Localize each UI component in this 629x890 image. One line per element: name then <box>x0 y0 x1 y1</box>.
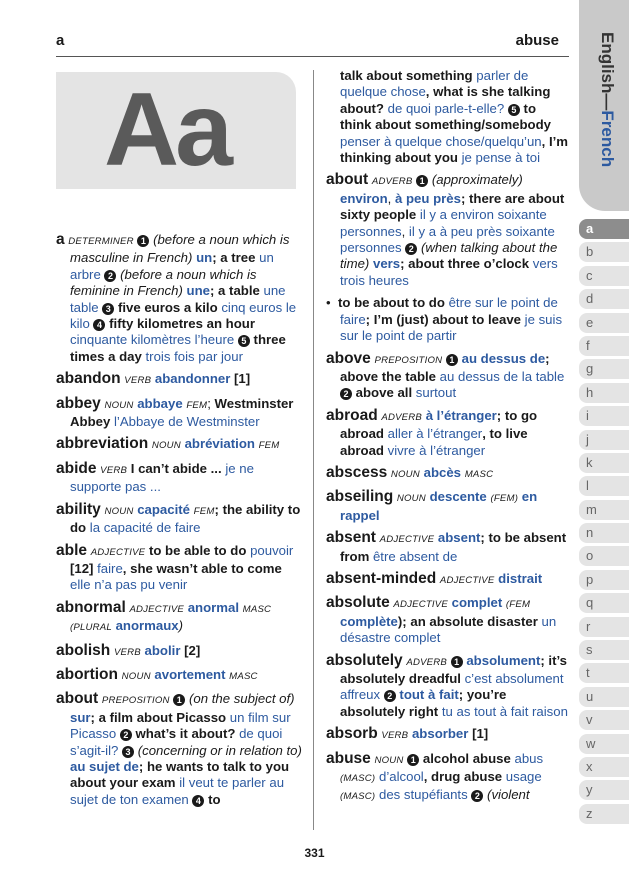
section-letter-block <box>56 72 296 189</box>
entry-ability: ability NOUN capacité FEM; the ability to do la capacité de faire <box>56 500 301 536</box>
entry-absolute: absolute ADJECTIVE complet (FEM complète); an absolute disaster un désastre complet <box>326 594 557 646</box>
letter-tab-i[interactable]: i <box>579 406 629 426</box>
letter-tab-v[interactable]: v <box>579 710 629 730</box>
entry-abseiling: abseiling NOUN descente (FEM) en rappel <box>326 488 538 523</box>
entry-about-preposition: about PREPOSITION 1 (on the subject of) sur; a film about Picasso un film sur Picasso 2 what’s it about? de quoi s’agit-il? 3 (concerning or in relation to) au sujet de; he wants to talk to you about your exam il veut te parler au sujet de ton examen 4 to <box>56 690 302 807</box>
letter-tab-c[interactable]: c <box>579 266 629 286</box>
letter-tab-g[interactable]: g <box>579 359 629 379</box>
entry-absent: absent ADJECTIVE absent; to be absent from être absent de <box>326 529 567 564</box>
letter-tab-a[interactable]: a <box>579 219 629 239</box>
entry-about-adverb-bullet: • to be about to do être sur le point de faire; I’m (just) about to leave je suis sur le point de partir <box>326 295 563 344</box>
letter-tab-o[interactable]: o <box>579 546 629 566</box>
entry-abbey: abbey NOUN abbaye FEM; Westminster Abbey l’Abbaye de Westminster <box>56 394 294 430</box>
letter-tab-t[interactable]: t <box>579 663 629 683</box>
letter-tab-h[interactable]: h <box>579 383 629 403</box>
entry-abandon: abandon VERB abandonner [1] <box>56 370 251 388</box>
entry-abuse: abuse NOUN 1 alcohol abuse abus (MASC) d’alcool, drug abuse usage (MASC) des stupéfiants 2 (violent <box>326 749 544 803</box>
letter-tab-l[interactable]: l <box>579 476 629 496</box>
entry-absent-minded: absent-minded ADJECTIVE distrait <box>326 569 543 587</box>
letter-tab-w[interactable]: w <box>579 734 629 754</box>
letter-tab-u[interactable]: u <box>579 687 629 707</box>
letter-tab-q[interactable]: q <box>579 593 629 613</box>
page-number: 331 <box>304 846 325 860</box>
column-left <box>56 232 304 814</box>
entry-abolish: abolish VERB abolir [2] <box>56 641 201 659</box>
letter-tab-n[interactable]: n <box>579 523 629 543</box>
letter-tab-k[interactable]: k <box>579 453 629 473</box>
section-tab-label: English—French <box>598 32 617 168</box>
entry-abnormal: abnormal ADJECTIVE anormal MASC (PLURAL anormaux) <box>56 598 272 634</box>
letter-tab-b[interactable]: b <box>579 242 629 262</box>
entry-able: able ADJECTIVE to be able to do pouvoir [12] faire, she wasn’t able to come elle n’a pas pu venir <box>56 541 294 593</box>
letter-tab-z[interactable]: z <box>579 804 629 824</box>
section-letter: Aa <box>104 72 229 188</box>
letter-thumb-index <box>579 219 629 827</box>
letter-tab-r[interactable]: r <box>579 617 629 637</box>
entry-a: a DETERMINER 1 (before a noun which is masculine in French) un; a tree un arbre 2 (before a noun which is feminine in French) une; a table une table 3 five euros a kilo cinq euros le kilo 4 fifty kilometres an hour cinquante kilomètres l’heure 5 three times a day trois fois par jour <box>56 231 297 364</box>
entry-absolutely: absolutely ADVERB 1 absolument; it’s absolutely dreadful c’est absolument affreux 2 tout à fait; you’re absolutely right tu as tout à fait raison <box>326 651 568 719</box>
letter-tab-x[interactable]: x <box>579 757 629 777</box>
letter-tab-s[interactable]: s <box>579 640 629 660</box>
letter-tab-e[interactable]: e <box>579 313 629 333</box>
header-rule <box>56 56 569 57</box>
letter-tab-j[interactable]: j <box>579 430 629 450</box>
entry-abscess: abscess NOUN abcès MASC <box>326 463 494 481</box>
entry-absorb: absorb VERB absorber [1] <box>326 725 489 743</box>
running-head-last: abuse <box>515 32 559 49</box>
column-right <box>326 68 569 812</box>
headword: a <box>56 231 65 248</box>
entry-abroad: abroad ADVERB à l’étranger; to go abroad aller à l’étranger, to live abroad vivre à l’étranger <box>326 406 538 458</box>
column-divider <box>313 70 314 830</box>
letter-tab-f[interactable]: f <box>579 336 629 356</box>
letter-tab-m[interactable]: m <box>579 500 629 520</box>
letter-tab-y[interactable]: y <box>579 780 629 800</box>
entry-about-adverb: about ADVERB 1 (approximately) environ, à peu près; there are about sixty people il y a environ soixante personnes, il y a à peu près soixante personnes 2 (when talking about the time) vers; about three o’clock vers trois heures <box>326 171 565 288</box>
entry-abortion: abortion NOUN avortement MASC <box>56 665 258 683</box>
entry-about-continued: talk about something parler de quelque chose, what is she talking about? de quoi parle-t-elle? 5 to think about something/somebody penser à quelque chose/quelqu’un, I’m thinking about you je pense à toi <box>340 68 569 166</box>
entry-abbreviation: abbreviation NOUN abréviation FEM <box>56 435 280 453</box>
entry-above: above PREPOSITION 1 au dessus de; above the table au dessus de la table 2 above all surtout <box>326 349 565 401</box>
entry-abide: abide VERB I can’t abide ... je ne supporte pas ... <box>56 459 254 495</box>
letter-tab-p[interactable]: p <box>579 570 629 590</box>
letter-tab-d[interactable]: d <box>579 289 629 309</box>
running-head-first: a <box>56 32 65 49</box>
